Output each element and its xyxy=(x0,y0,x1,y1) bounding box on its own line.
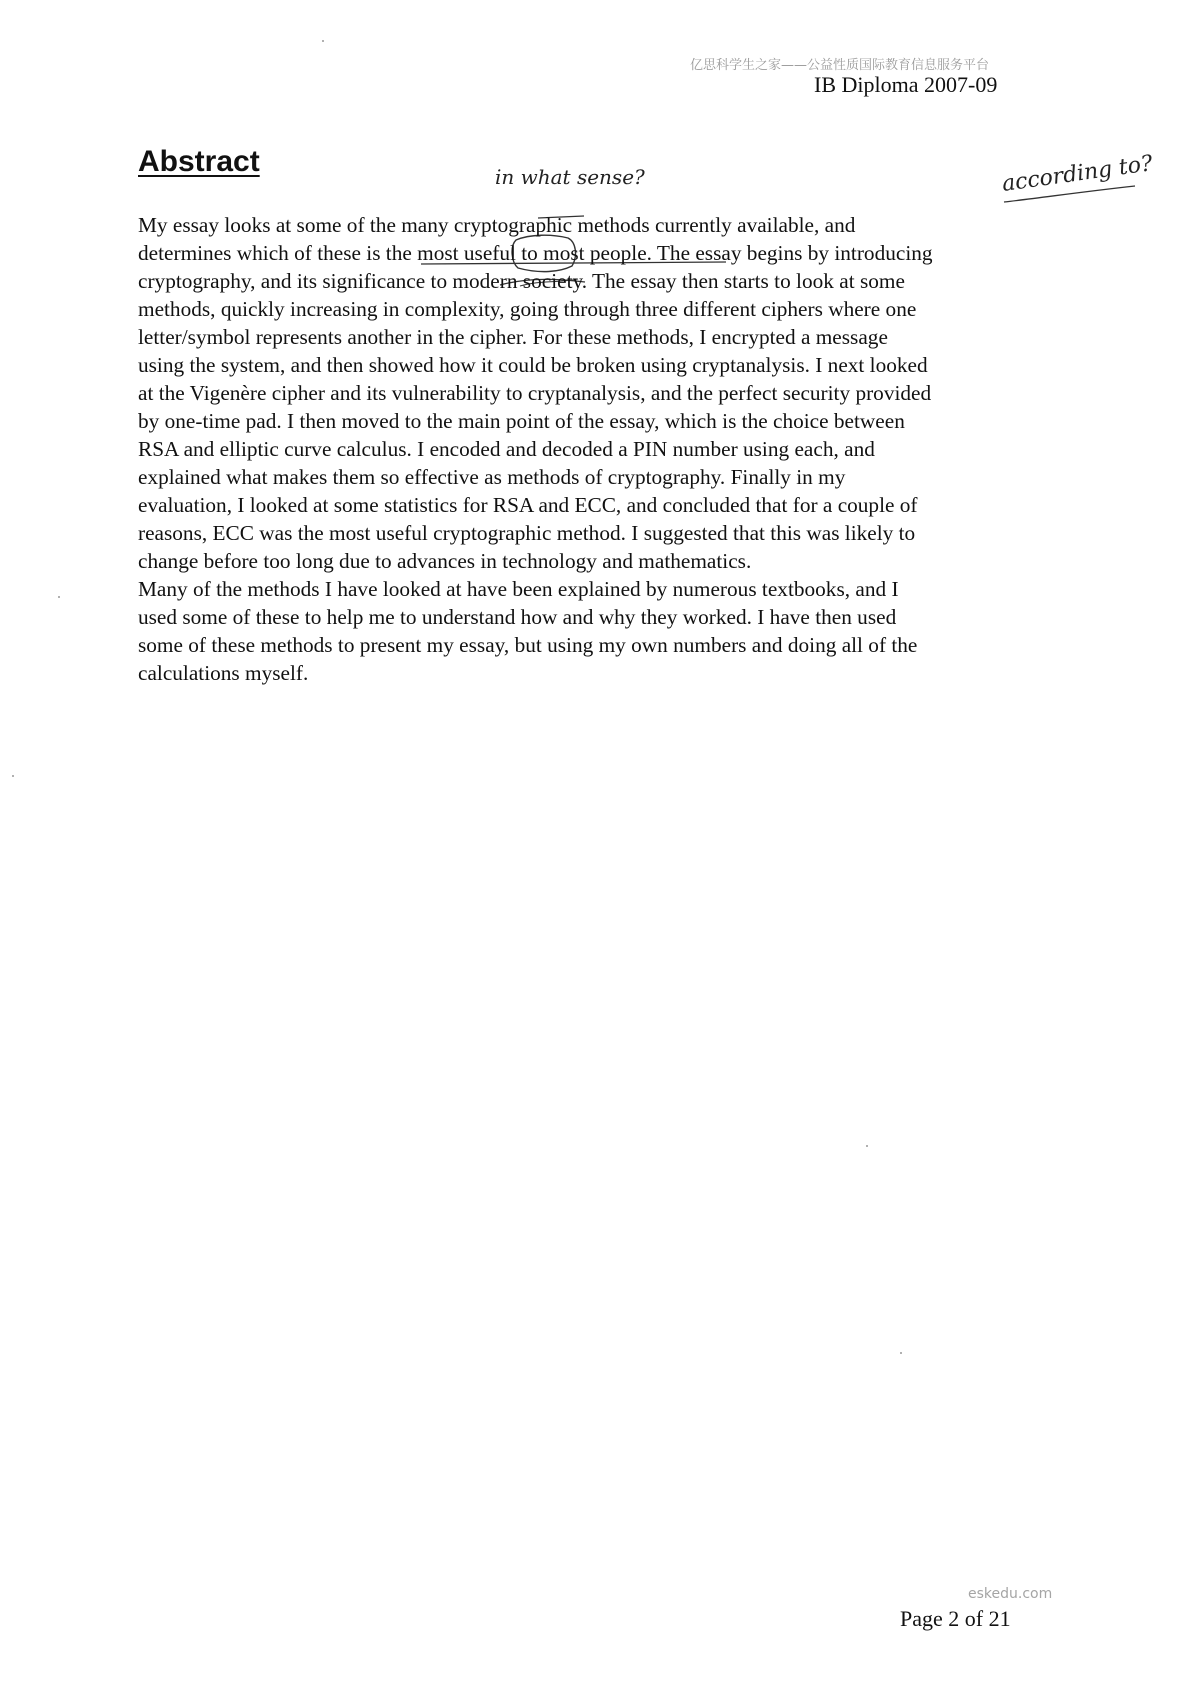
handwritten-note-text: in what sense? xyxy=(495,165,645,189)
course-header: IB Diploma 2007-09 xyxy=(814,72,998,97)
scan-speck xyxy=(58,596,60,598)
handwritten-note-in-what-sense xyxy=(495,140,645,189)
abstract-heading: Abstract xyxy=(138,145,260,178)
paragraph-line: RSA and elliptic curve calculus. I encoded and decoded a PIN number using each, and xyxy=(138,437,875,461)
handwritten-note-text: according to? xyxy=(1000,151,1155,197)
paragraph-line: My essay looks at some of the many cryptographic methods currently available, and xyxy=(138,213,856,237)
paragraph-line: methods, quickly increasing in complexity, going through three different ciphers where one xyxy=(138,297,917,321)
page-number: Page 2 of 21 xyxy=(900,1606,1011,1631)
paragraph-line: calculations myself. xyxy=(138,661,309,685)
paragraph-line: used some of these to help me to understand how and why they worked. I have then used xyxy=(138,605,897,629)
paragraph-line: determines which of these is the most useful to most people. The essay begins by introducing xyxy=(138,241,933,265)
scan-speck xyxy=(866,1145,868,1147)
paragraph-line: evaluation, I looked at some statistics for RSA and ECC, and concluded that for a couple of xyxy=(138,493,918,517)
scan-speck xyxy=(900,1352,902,1354)
paragraph-line: letter/symbol represents another in the cipher. For these methods, I encrypted a message xyxy=(138,325,888,349)
paragraph-line: change before too long due to advances in technology and mathematics. xyxy=(138,549,752,573)
footer-watermark: eskedu.com xyxy=(968,1586,1053,1602)
paragraph-line: Many of the methods I have looked at have been explained by numerous textbooks, and I xyxy=(138,577,899,601)
scan-speck xyxy=(322,40,324,42)
paragraph-line: reasons, ECC was the most useful cryptographic method. I suggested that this was likely to xyxy=(138,521,916,545)
header-watermark: 亿思科学生之家——公益性质国际教育信息服务平台 xyxy=(690,58,990,73)
abstract-body xyxy=(138,211,1058,687)
paragraph-line: using the system, and then showed how it could be broken using cryptanalysis. I next looked xyxy=(138,353,928,377)
paragraph-line: at the Vigenère cipher and its vulnerability to cryptanalysis, and the perfect security provided xyxy=(138,381,932,405)
scan-speck xyxy=(12,775,14,777)
paragraph-line: explained what makes them so effective as methods of cryptography. Finally in my xyxy=(138,465,846,489)
paragraph-line: by one-time pad. I then moved to the main point of the essay, which is the choice between xyxy=(138,409,905,433)
paragraph-line: cryptography, and its significance to modern society. The essay then starts to look at some xyxy=(138,269,905,293)
paragraph-line: some of these methods to present my essay, but using my own numbers and doing all of the xyxy=(138,633,918,657)
handwritten-note-according-to xyxy=(1001,151,1155,197)
